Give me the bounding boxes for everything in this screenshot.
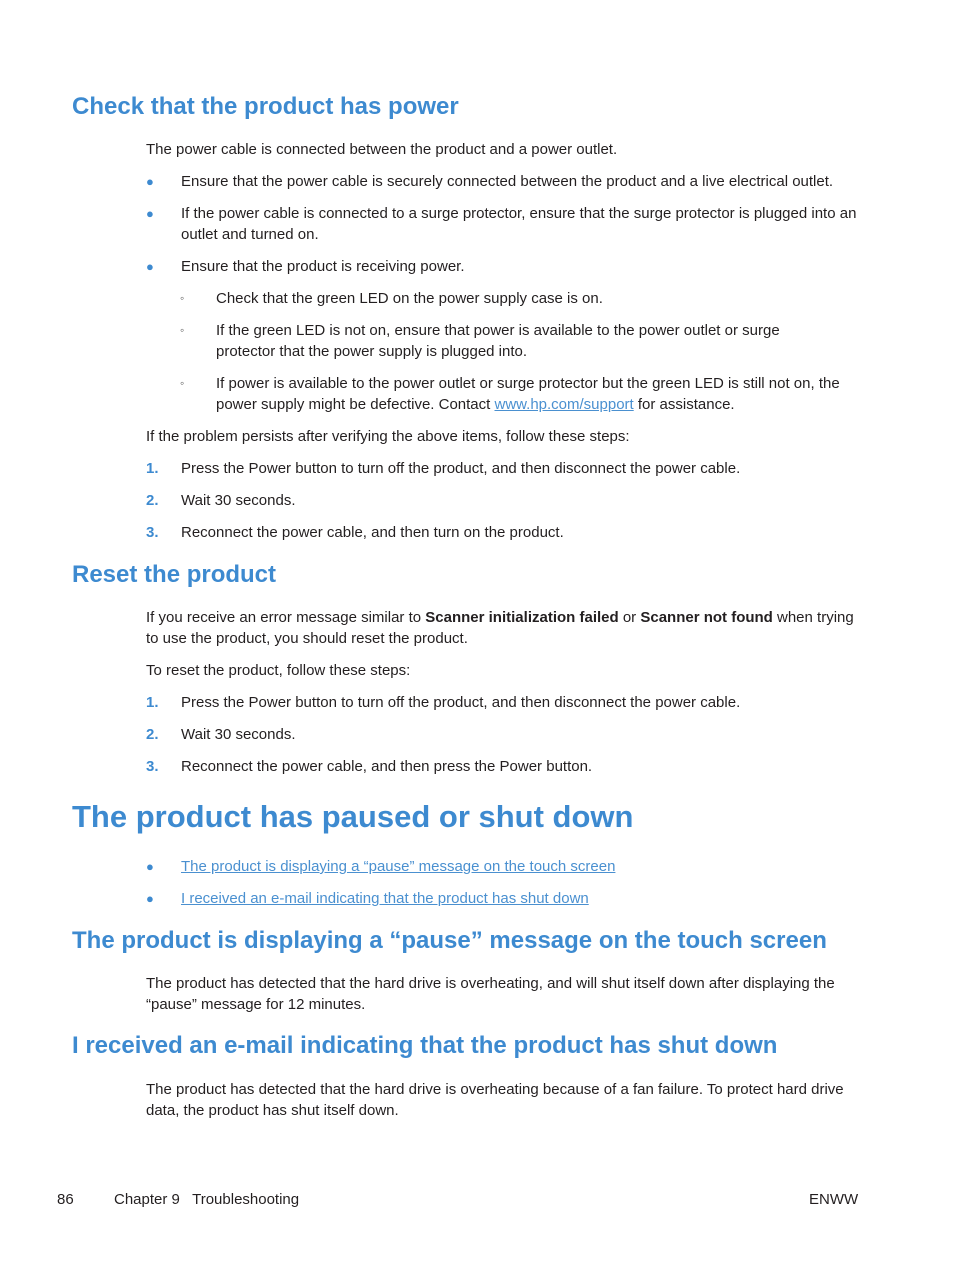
power-step-2: Wait 30 seconds. bbox=[181, 492, 296, 509]
step-number: 2. bbox=[146, 726, 159, 743]
link-item bbox=[181, 888, 881, 909]
power-step-1: Press the Power button to turn off the product, and then disconnect the power cable. bbox=[181, 460, 741, 477]
bullet-icon: ● bbox=[146, 174, 154, 189]
bullet-icon: ● bbox=[146, 859, 154, 874]
heading-paused-shut-down: The product has paused or shut down bbox=[72, 799, 634, 834]
power-bullet-1: Ensure that the power cable is securely connected between the product and a live electrical outlet. bbox=[181, 173, 834, 190]
heading-pause-message: The product is displaying a “pause” message on the touch screen bbox=[72, 927, 827, 954]
heading-email-shut-down: I received an e-mail indicating that the product has shut down bbox=[72, 1032, 778, 1059]
reset-intro-pre: If you receive an error message similar to bbox=[146, 609, 426, 626]
sub-bullet-icon: ◦ bbox=[180, 291, 185, 305]
pause-message-link[interactable]: The product is displaying a “pause” message on the touch screen bbox=[181, 858, 616, 875]
step-number: 3. bbox=[146, 758, 159, 775]
sub-bullet-icon: ◦ bbox=[180, 376, 185, 390]
step-number: 3. bbox=[146, 524, 159, 541]
power-sub-bullet-3 bbox=[216, 373, 856, 415]
email-shut-down-body: The product has detected that the hard drive is overheating because of a fan failure. To protect hard drive data, the product has shut itself down. bbox=[146, 1081, 844, 1119]
step-number: 1. bbox=[146, 694, 159, 711]
error-message-1: Scanner initialization failed bbox=[425, 609, 619, 626]
power-intro: The power cable is connected between the product and a power outlet. bbox=[146, 141, 618, 158]
power-bullet-2: If the power cable is connected to a surge protector, ensure that the surge protector is plugged into an outlet and turned on. bbox=[181, 205, 857, 243]
reset-step-2: Wait 30 seconds. bbox=[181, 726, 296, 743]
document-code: ENWW bbox=[809, 1191, 859, 1208]
sub-bullet-icon: ◦ bbox=[180, 323, 185, 337]
power-persist-text: If the problem persists after verifying the above items, follow these steps: bbox=[146, 428, 630, 445]
power-sub-bullet-2: If the green LED is not on, ensure that power is available to the power outlet or surge protector that the power supply is plugged into. bbox=[216, 322, 780, 360]
chapter-label: Chapter 9 Troubleshooting bbox=[114, 1191, 300, 1208]
sub-bullet-3-text-pre: If power is available to the power outlet or surge protector but the green LED is still not on, the power supply might be defective. Contact bbox=[216, 375, 840, 413]
heading-reset-product: Reset the product bbox=[72, 561, 277, 588]
link-item bbox=[181, 856, 881, 877]
bullet-icon: ● bbox=[146, 259, 154, 274]
heading-check-power: Check that the product has power bbox=[72, 93, 459, 120]
power-bullet-3: Ensure that the product is receiving power. bbox=[181, 258, 465, 275]
pause-message-body: The product has detected that the hard drive is overheating, and will shut itself down after displaying the “pause” message for 12 minutes. bbox=[146, 975, 835, 1013]
error-message-2: Scanner not found bbox=[640, 609, 773, 626]
power-sub-bullet-1: Check that the green LED on the power supply case is on. bbox=[216, 290, 603, 307]
sub-bullet-3-text-post: for assistance. bbox=[633, 396, 735, 413]
power-step-3: Reconnect the power cable, and then turn on the product. bbox=[181, 524, 564, 541]
shut-down-email-link[interactable]: I received an e-mail indicating that the product has shut down bbox=[181, 890, 589, 907]
page-number: 86 bbox=[57, 1191, 74, 1208]
bullet-icon: ● bbox=[146, 891, 154, 906]
hp-support-link[interactable]: www.hp.com/support bbox=[494, 396, 634, 413]
step-number: 1. bbox=[146, 460, 159, 477]
reset-step-3: Reconnect the power cable, and then press the Power button. bbox=[181, 758, 593, 775]
reset-intro-post: when trying to use the product, you should reset the product. bbox=[146, 609, 854, 647]
reset-step-1: Press the Power button to turn off the product, and then disconnect the power cable. bbox=[181, 694, 741, 711]
reset-intro bbox=[146, 607, 856, 649]
step-number: 2. bbox=[146, 492, 159, 509]
reset-intro-mid: or bbox=[618, 609, 641, 626]
bullet-icon: ● bbox=[146, 206, 154, 221]
reset-lead: To reset the product, follow these steps: bbox=[146, 662, 411, 679]
